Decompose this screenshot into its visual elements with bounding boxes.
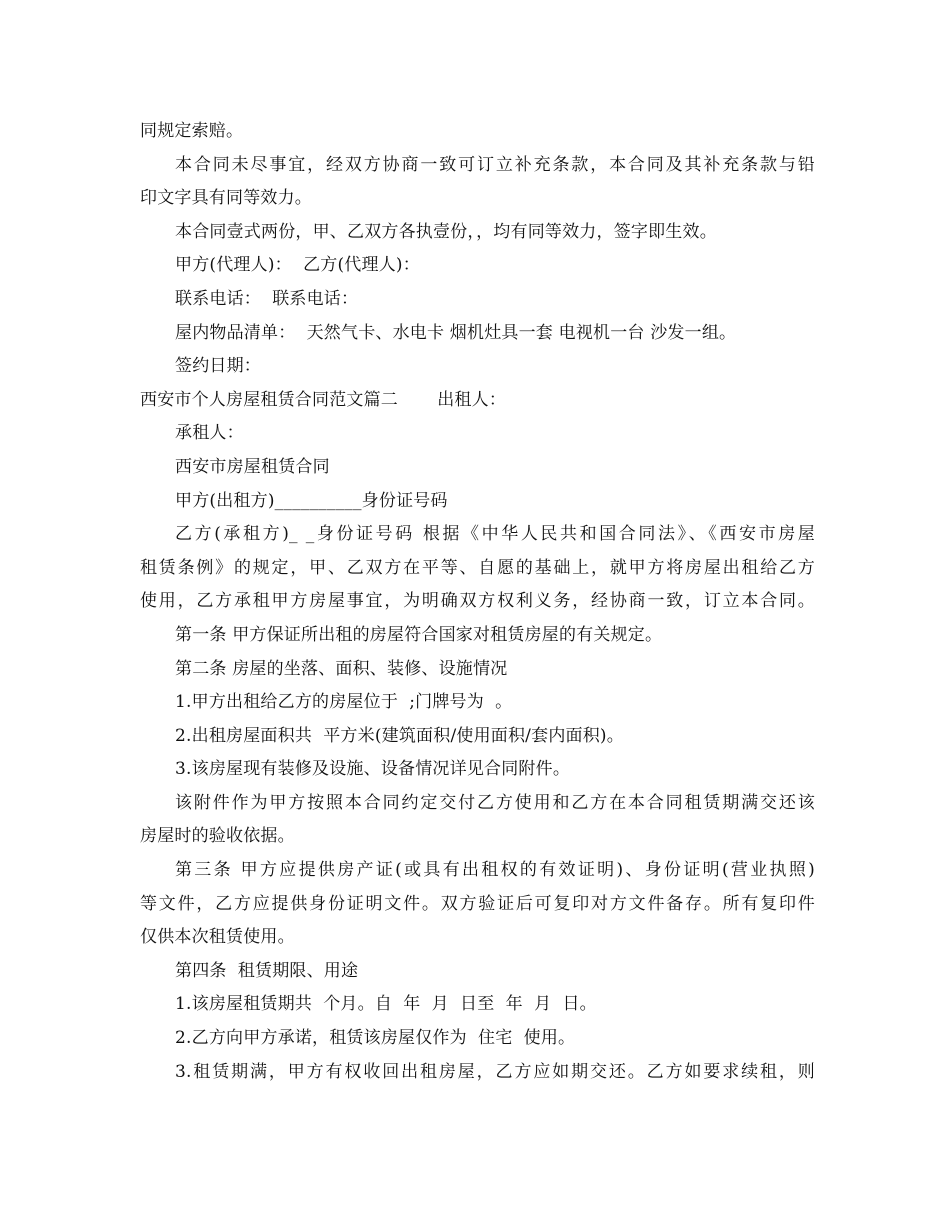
text-line: 该附件作为甲方按照本合同约定交付乙方使用和乙方在本合同租赁期满交还该 (175, 792, 815, 813)
text-line: 2.乙方向甲方承诺，租赁该房屋仅作为 住宅 使用。 (175, 1028, 576, 1049)
section-heading: 西安市个人房屋租赁合同范文篇二 出租人： (140, 389, 507, 410)
text-line: 乙方(承租方)_ _身份证号码 根据《中华人民共和国合同法》、《西安市房屋 (175, 524, 815, 545)
text-line: 同规定索赔。 (140, 121, 244, 141)
text-line: 租赁条例》的规定，甲、乙双方在平等、自愿的基础上，就甲方将房屋出租给乙方 (140, 557, 815, 578)
text-line: 1.甲方出租给乙方的房屋位于 ;门牌号为 。 (175, 692, 513, 713)
article-heading: 第三条 甲方应提供房产证(或具有出租权的有效证明)、身份证明(营业执照) (175, 860, 815, 881)
text-line: 3.租赁期满，甲方有权收回出租房屋，乙方应如期交还。乙方如要求续租，则 (175, 1061, 815, 1082)
text-line: 等文件，乙方应提供身份证明文件。双方验证后可复印对方文件备存。所有复印件 (140, 893, 815, 914)
text-line: 本合同壹式两份，甲、乙双方各执壹份，，均有同等效力，签字即生效。 (175, 221, 717, 242)
text-line: 印文字具有同等效力。 (140, 188, 312, 209)
text-line: 承租人： (175, 423, 244, 444)
text-line: 甲方(出租方)__________身份证号码 (175, 490, 448, 511)
article-heading: 第二条 房屋的坐落、面积、装修、设施情况 (175, 658, 508, 679)
document-body (140, 115, 815, 1089)
article-heading: 第一条 甲方保证所出租的房屋符合国家对租赁房屋的有关规定。 (175, 624, 663, 645)
text-line: 本合同未尽事宜，经双方协商一致可订立补充条款，本合同及其补充条款与铅 (175, 154, 815, 175)
text-line: 使用，乙方承租甲方房屋事宜，为明确双方权利义务，经协商一致，订立本合同。 (140, 591, 815, 612)
article-heading: 第四条 租赁期限、用途 (175, 960, 359, 981)
contract-title: 西安市房屋租赁合同 (175, 456, 330, 477)
text-line: 3.该房屋现有装修及设施、设备情况详见合同附件。 (175, 759, 571, 780)
contact-phone-line: 联系电话： 联系电话： (175, 288, 359, 309)
signature-party-line: 甲方(代理人)： 乙方(代理人)： (175, 255, 420, 276)
signing-date-line: 签约日期： (175, 356, 261, 377)
text-line: 1.该房屋租赁期共 个月。自 年 月 日至 年 月 日。 (175, 994, 597, 1015)
text-line: 2.出租房屋面积共 平方米(建筑面积/使用面积/套内面积)。 (175, 725, 624, 746)
text-line: 仅供本次租赁使用。 (140, 927, 295, 948)
inventory-list-line: 屋内物品清单： 天然气卡、水电卡 烟机灶具一套 电视机一台 沙发一组。 (175, 322, 737, 343)
text-line: 房屋时的验收依据。 (140, 826, 295, 847)
